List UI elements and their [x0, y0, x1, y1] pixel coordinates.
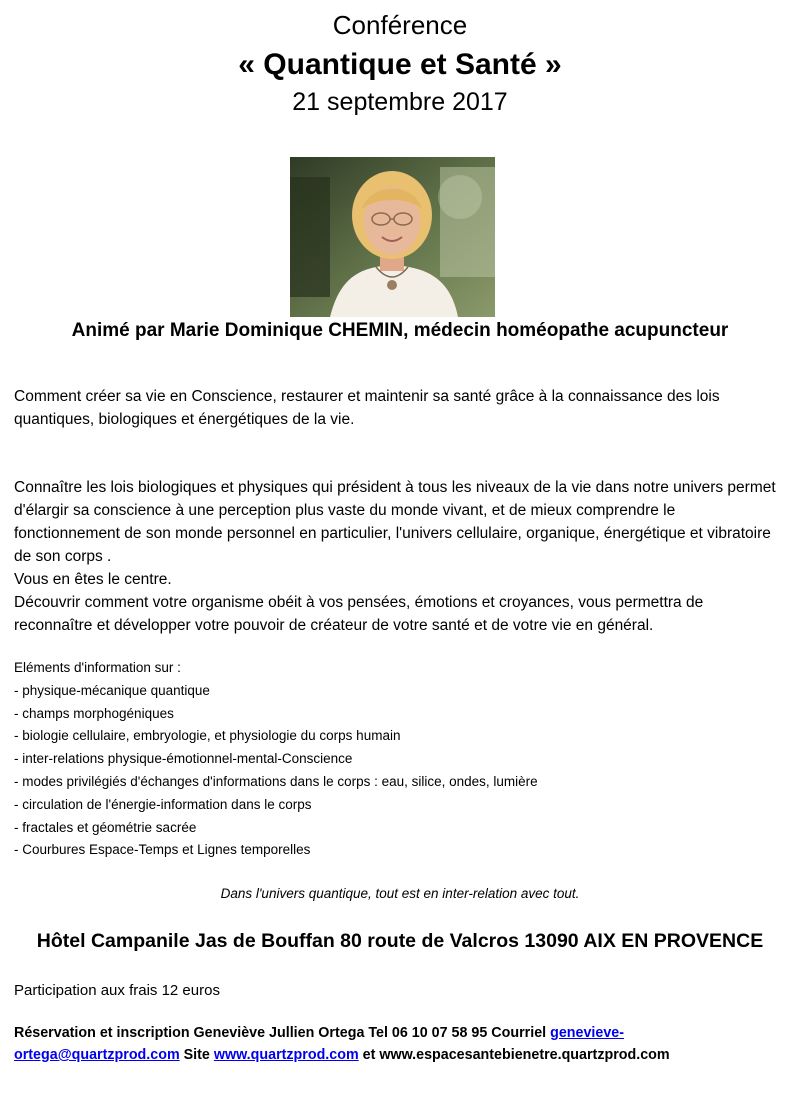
list-item: - Courbures Espace-Temps et Lignes temporelles: [14, 842, 311, 858]
list-item: - circulation de l'énergie-information dans le corps: [14, 796, 312, 812]
list-item: - fractales et géométrie sacrée: [14, 819, 197, 835]
list-item: - modes privilégiés d'échanges d'informations dans le corps : eau, silice, ondes, lumière: [14, 773, 538, 789]
website-link[interactable]: www.quartzprod.com: [213, 1047, 359, 1063]
email-part-2: ortega@quartzprod.com: [14, 1047, 180, 1063]
venue-address: Hôtel Campanile Jas de Bouffan 80 route de Valcros 13090 AIX EN PROVENCE: [36, 930, 764, 952]
description-paragraph-1: Connaître les lois biologiques et physiques qui président à tous les niveaux de la vie dans notre univers permet d'élargir sa conscience à une perception plus vaste du monde vivant, et de mieux comprendre le fonctionnement de son monde personnel en particulier, l'univers cellulaire, organique, énergétique et vibratoire de son corps .: [14, 479, 776, 565]
portrait-photo-icon: [290, 157, 495, 317]
participation-fee: Participation aux frais 12 euros: [14, 982, 220, 999]
description-paragraph-2: Vous en êtes le centre.: [14, 571, 172, 588]
conference-title: « Quantique et Santé »: [238, 48, 562, 81]
conference-label: Conférence: [332, 10, 468, 40]
topics-heading: Eléments d'information sur :: [14, 660, 181, 675]
list-item: - physique-mécanique quantique: [14, 682, 210, 698]
description-paragraph-3: Découvrir comment votre organisme obéit à vos pensées, émotions et croyances, vous permettra de reconnaître et développer votre pouvoir de créateur de votre santé et de votre vie en général.: [14, 594, 704, 634]
list-item: - inter-relations physique-émotionnel-mental-Conscience: [14, 751, 353, 767]
email-part-1: genevieve-: [550, 1025, 625, 1041]
list-item: - champs morphogéniques: [14, 705, 174, 721]
closing-quote: Dans l'univers quantique, tout est en inter-relation avec tout.: [220, 886, 580, 901]
website-2-text: www.espacesantebienetre.quartzprod.com: [379, 1047, 670, 1063]
speaker-line: Animé par Marie Dominique CHEMIN, médecin homéopathe acupuncteur: [71, 320, 729, 341]
contact-prefix: Réservation et inscription Geneviève Jullien Ortega Tel 06 10 07 58 95 Courriel: [14, 1025, 551, 1041]
contact-info: [14, 1022, 784, 1066]
and-label: et: [358, 1047, 380, 1063]
list-item: - biologie cellulaire, embryologie, et physiologie du corps humain: [14, 728, 401, 744]
conference-date: 21 septembre 2017: [292, 88, 508, 116]
topics-list: [14, 657, 784, 862]
site-label: Site: [179, 1047, 214, 1063]
intro-paragraph: Comment créer sa vie en Conscience, restaurer et maintenir sa santé grâce à la connaissance des lois quantiques, biologiques et énergétiques de la vie.: [14, 388, 720, 428]
speaker-photo: [290, 157, 495, 317]
description-block: [14, 476, 784, 637]
